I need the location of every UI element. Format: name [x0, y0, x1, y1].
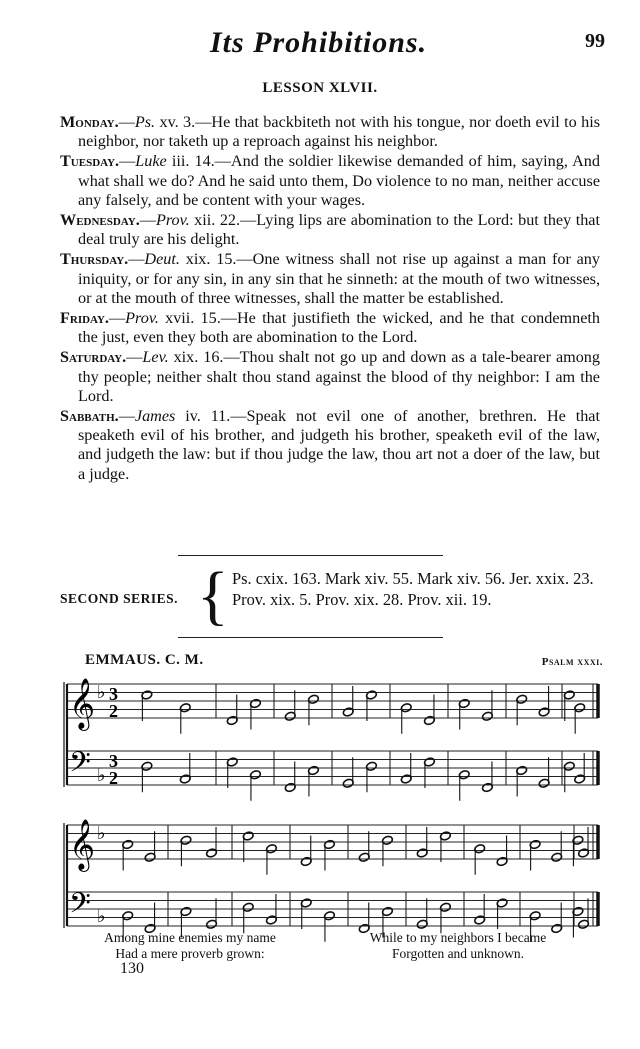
- lyric-line: Among mine enemies my name: [104, 930, 276, 945]
- scripture-book: Lev.: [142, 348, 169, 367]
- dash: —: [118, 407, 135, 426]
- lesson-title: LESSON XLVII.: [262, 80, 378, 96]
- lyric-lines-right: [348, 930, 568, 962]
- lyric-line: While to my neighbors I became: [369, 930, 547, 945]
- lyric-line: Forgotten and unknown.: [391, 946, 525, 961]
- scripture-verse: xvii. 15.: [158, 309, 221, 328]
- lesson-day: Friday.: [60, 309, 109, 328]
- lesson-day: Thursday.: [60, 250, 129, 269]
- flat-icon: ♭: [97, 682, 106, 703]
- lesson-day: Saturday.: [60, 348, 127, 367]
- time-signature-numerator: 3: [109, 751, 118, 771]
- tune-psalm: Psalm xxxi.: [541, 656, 603, 668]
- dash: —: [118, 113, 135, 131]
- scripture-book: James: [134, 407, 176, 426]
- scripture-book: Deut.: [144, 250, 180, 269]
- scripture-verse: xix. 15.: [179, 250, 237, 269]
- scripture-verse: xix. 16.: [168, 348, 224, 367]
- scripture-book: Prov.: [125, 309, 159, 328]
- dash: —: [139, 211, 156, 230]
- second-series-refs: Ps. cxix. 163. Mark xiv. 55. Mark xiv. 56. Jer. xxix. 23. Prov. xix. 5. Prov. xix. 28. Prov. xii. 19.: [232, 569, 594, 609]
- verse-text: —He that justifieth the wicked, and he that condemneth the just, even they both are abomination to the Lord.: [78, 309, 600, 347]
- lesson-day: Sabbath.: [60, 407, 119, 426]
- time-signature-denominator: 2: [109, 768, 118, 788]
- dash: —: [119, 152, 136, 171]
- scripture-book: Ps.: [134, 113, 156, 131]
- dash: —: [128, 250, 145, 269]
- time-signature-numerator: 3: [109, 684, 118, 704]
- dash: —: [126, 348, 143, 367]
- scripture-verse: xii. 22.: [189, 211, 241, 230]
- lyric-line: Had a mere proverb grown:: [115, 946, 265, 961]
- lesson-day: Wednesday.: [60, 211, 140, 230]
- footer-number: 130: [120, 960, 144, 977]
- lyric-lines-left: [85, 930, 295, 962]
- lesson-day: Monday.: [60, 113, 119, 131]
- bass-clef-icon: 𝄢: [69, 746, 91, 786]
- treble-clef-icon: 𝄞: [69, 819, 96, 870]
- verse-text: —Thou shalt not go up and down as a tale-bearer among thy people; neither shalt thou stand against the blood of thy neighbor: I am the Lord.: [78, 348, 600, 405]
- brace-icon: {: [197, 559, 229, 632]
- verse-text: —Lying lips are abomination to the Lord: but they that deal truly are his delight.: [78, 211, 600, 249]
- scripture-verse: iv. 11.: [175, 407, 231, 426]
- dash: —: [108, 309, 126, 328]
- running-title: Its Prohibitions.: [210, 26, 428, 59]
- scripture-verse: iii. 14.: [166, 152, 215, 171]
- scripture-book: Prov.: [155, 211, 190, 230]
- verse-text: —Speak not evil one of another, brethren. He that speaketh evil of his brother, and judgeth his brother, speaketh evil of the law, and judgeth the law: but if thou judge the law, thou art not a doer of the law, but a judge.: [78, 407, 600, 483]
- treble-clef-icon: 𝄞: [69, 678, 96, 729]
- flat-icon: ♭: [97, 823, 106, 844]
- lesson-day: Tuesday.: [60, 152, 120, 171]
- time-signature-denominator: 2: [109, 701, 118, 721]
- scripture-verse: xv. 3.: [155, 113, 196, 131]
- tune-name: EMMAUS. C. M.: [85, 652, 204, 668]
- bass-clef-icon: 𝄢: [69, 887, 91, 927]
- scripture-book: Luke: [135, 152, 167, 171]
- flat-icon: ♭: [97, 906, 106, 927]
- verse-text: —And the soldier likewise demanded of him, saying, And what shall we do? And he said unto them, Do violence to no man, neither accuse any falsely, and be content with your wages.: [78, 152, 600, 209]
- verse-text: —He that backbiteth not with his tongue, nor doeth evil to his neighbor, nor taketh up a reproach against his neighbor.: [78, 113, 600, 151]
- flat-icon: ♭: [97, 765, 106, 786]
- verse-text: —One witness shall not rise up against a man for any iniquity, or for any sin, in any sin that he sinneth: at the mouth of two witnesses, or at the mouth of three witnesses, shall the matter be established.: [78, 250, 600, 307]
- second-series-label: SECOND SERIES.: [60, 591, 179, 606]
- page-number: 99: [585, 30, 605, 52]
